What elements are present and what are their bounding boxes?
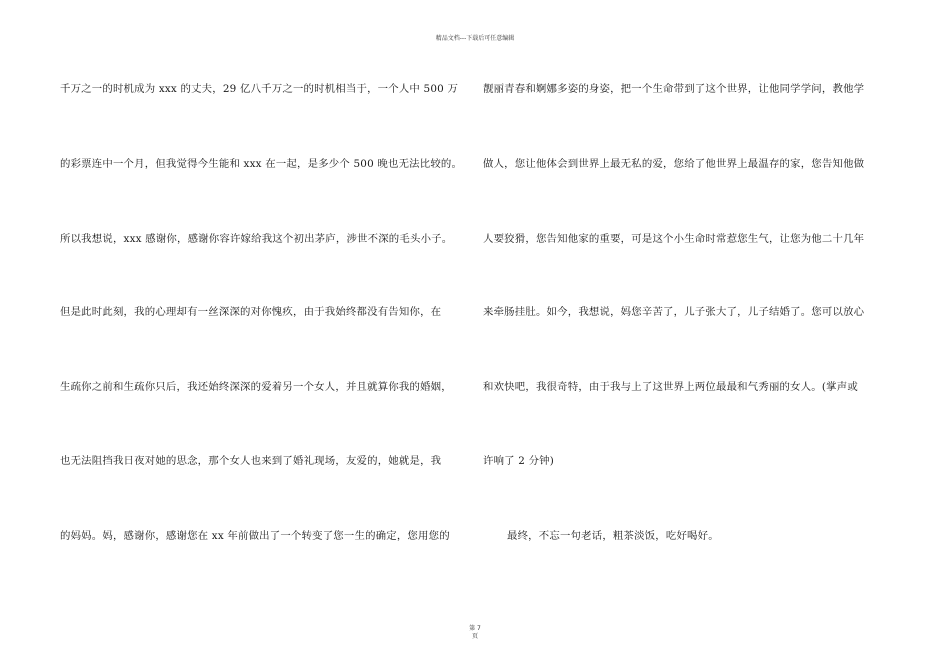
text-line: 人要狡猾，您告知他家的重要，可是这个小生命时常惹您生气，让您为他二十几年 [483,233,865,245]
text-line: 和欢快吧，我很奇特，由于我与上了这世界上两位最最和气秀丽的女人。(掌声或 [483,381,858,393]
text-line: 的妈妈。妈，感谢你，感谢您在 xx 年前做出了一个转变了您一生的确定，您用您的 [60,530,450,542]
page-header: 精品文档---下载后可任意编辑 [435,35,515,42]
text-line: 但是此时此刻，我的心理却有一丝深深的对你愧疚，由于我始终都没有告知你，在 [60,306,442,318]
text-line: 所以我想说，xxx 感谢你，感谢你容许嫁给我这个初出茅庐，涉世不深的毛头小子。 [60,233,453,245]
text-line: 的彩票连中一个月，但我觉得今生能和 xxx 在一起，是多少个 500 晚也无法比较的。 [60,158,463,170]
page-number-line: 第 7 [469,625,481,632]
text-line: 来牵肠挂肚。如今，我想说，妈您辛苦了，儿子张大了，儿子结婚了。您可以放心 [483,306,865,318]
text-line: 靓丽青春和婀娜多姿的身姿，把一个生命带到了这个世界，让他同学学问，教他学 [483,83,865,95]
text-line: 最终，不忘一句老话，粗茶淡饭，吃好喝好。 [507,530,719,542]
text-line: 也无法阻挡我日夜对她的思念，那个女人也来到了婚礼现场，友爱的，她就是，我 [60,455,442,467]
page-number [0,625,950,641]
text-line: 生疏你之前和生疏你只后，我还始终深深的爱着另一个女人，并且就算你我的婚姻， [60,381,452,393]
text-line: 做人，您让他体会到世界上最无私的爱，您给了他世界上最温存的家，您告知他做 [483,158,865,170]
text-line: 千万之一的时机成为 xxx 的丈夫，29 亿八千万之一的时机相当于，一个人中 500 万 [60,83,459,95]
text-line: 许响了 2 分钟) [483,455,555,467]
page-number-line: 页 [471,633,478,640]
